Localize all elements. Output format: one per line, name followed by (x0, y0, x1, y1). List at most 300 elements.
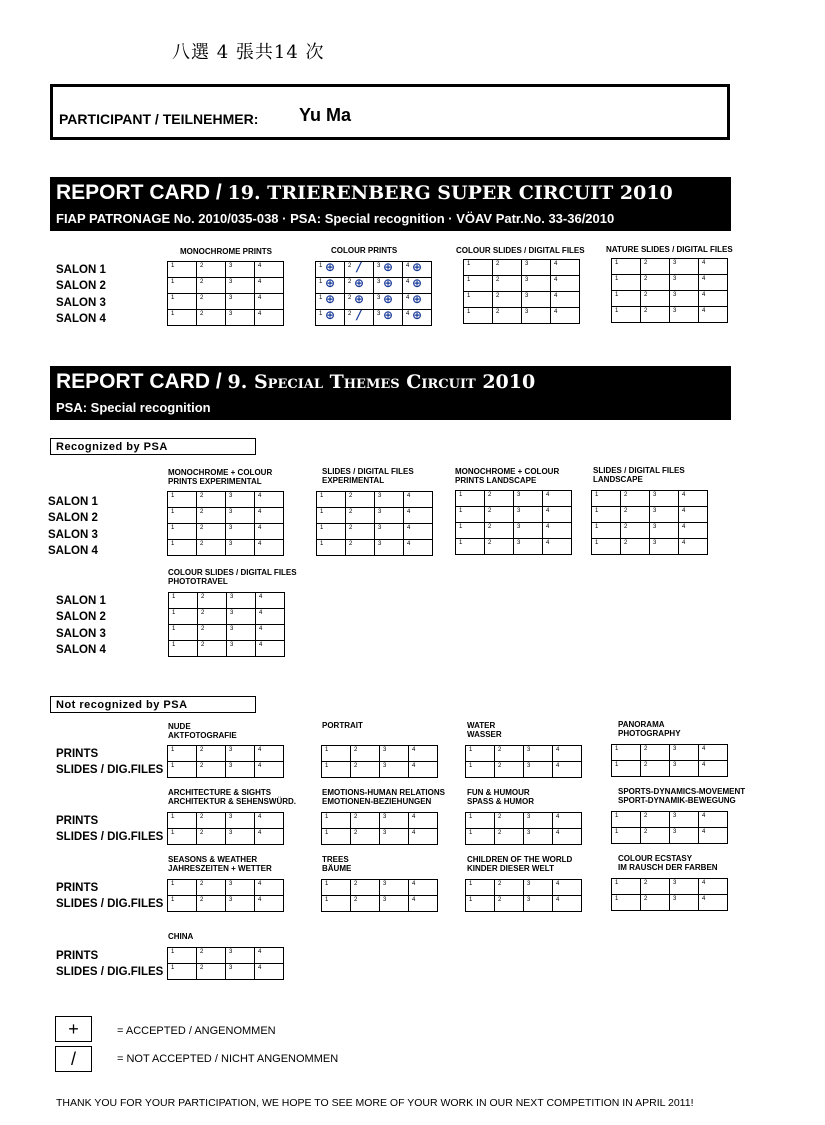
grid-slides-landscape (591, 490, 708, 555)
grid-cell[interactable] (255, 762, 284, 778)
grid-cell[interactable] (514, 539, 543, 555)
grid-cell[interactable] (226, 948, 255, 964)
grid-cell[interactable] (197, 746, 226, 762)
grid-cell[interactable] (543, 539, 572, 555)
grid-cell[interactable] (226, 310, 255, 326)
grid-cell[interactable] (592, 523, 621, 539)
cell-number: 1 (171, 814, 175, 820)
grid-cell[interactable] (466, 880, 495, 896)
grid-cell[interactable] (612, 761, 641, 777)
grid-cell[interactable] (641, 895, 670, 911)
grid-cell[interactable] (553, 762, 582, 778)
category-water: WATER WASSER (467, 721, 502, 739)
grid-cell[interactable] (169, 641, 198, 657)
grid-cell[interactable] (226, 262, 255, 278)
cell-number: 3 (673, 880, 677, 886)
grid-cell[interactable] (464, 308, 493, 324)
grid-cell[interactable] (612, 895, 641, 911)
grid-cell[interactable] (699, 275, 728, 291)
grid-cell[interactable] (226, 294, 255, 310)
grid-cell[interactable] (168, 278, 197, 294)
cell-number: 3 (383, 747, 387, 753)
grid-cell[interactable] (375, 508, 404, 524)
grid-cell[interactable] (317, 508, 346, 524)
category-colour-ecstasy: COLOUR ECSTASY IM RAUSCH DER FARBEN (618, 854, 718, 872)
grid-cell[interactable] (495, 880, 524, 896)
grid-cell[interactable] (495, 762, 524, 778)
grid-cell[interactable] (650, 507, 679, 523)
grid-cell[interactable] (255, 310, 284, 326)
grid-cell[interactable] (495, 896, 524, 912)
grid-cell[interactable] (553, 896, 582, 912)
grid-cell[interactable] (351, 813, 380, 829)
grid-cell[interactable] (641, 745, 670, 761)
grid-cell[interactable] (168, 492, 197, 508)
grid-cell[interactable] (322, 896, 351, 912)
media-label: PRINTS (56, 748, 99, 760)
grid-cell[interactable] (380, 762, 409, 778)
grid-cell[interactable] (168, 294, 197, 310)
cell-number: 1 (467, 293, 471, 299)
grid-cell[interactable] (456, 539, 485, 555)
category-sports: SPORTS-DYNAMICS-MOVEMENT SPORT-DYNAMIK-BEWEGUNG (618, 787, 746, 805)
grid-cell[interactable] (699, 895, 728, 911)
grid-cell[interactable] (198, 641, 227, 657)
grid-cell[interactable] (226, 964, 255, 980)
cell-number: 2 (498, 897, 502, 903)
grid-cell[interactable] (670, 275, 699, 291)
cell-number: 3 (229, 493, 233, 499)
grid-cell[interactable] (485, 507, 514, 523)
grid-cell[interactable] (493, 292, 522, 308)
grid-cell[interactable] (612, 307, 641, 323)
grid-cell[interactable] (322, 813, 351, 829)
grid-cell[interactable] (168, 262, 197, 278)
category-children: CHILDREN OF THE WORLD KINDER DIESER WELT (467, 855, 573, 873)
grid-cell[interactable] (493, 276, 522, 292)
grid-cell[interactable] (255, 746, 284, 762)
grid-cell[interactable] (612, 812, 641, 828)
grid-cell[interactable] (168, 948, 197, 964)
grid-cell[interactable] (255, 813, 284, 829)
grid-cell[interactable] (317, 540, 346, 556)
grid-cell[interactable] (409, 896, 438, 912)
grid-cell[interactable] (255, 880, 284, 896)
grid-cell[interactable]: 2 ⊕ (345, 278, 374, 294)
grid-cell[interactable]: 2 / (345, 310, 374, 326)
grid-cell[interactable] (641, 259, 670, 275)
grid-cell[interactable] (226, 540, 255, 556)
grid-cell[interactable] (650, 523, 679, 539)
grid-cell[interactable] (227, 593, 256, 609)
grid-cell[interactable] (551, 308, 580, 324)
grid-cell[interactable] (553, 880, 582, 896)
grid-cell[interactable] (380, 746, 409, 762)
grid-cell[interactable] (641, 812, 670, 828)
grid-cell[interactable] (670, 895, 699, 911)
grid-cell[interactable] (226, 492, 255, 508)
grid-cell[interactable] (409, 762, 438, 778)
grid-cell[interactable] (226, 813, 255, 829)
grid-cell[interactable] (524, 829, 553, 845)
grid-cell[interactable]: 1 ⊕ (316, 262, 345, 278)
grid-cell[interactable] (679, 539, 708, 555)
participant-box (50, 84, 730, 140)
grid-cell[interactable] (699, 879, 728, 895)
grid-cell[interactable]: 1 ⊕ (316, 294, 345, 310)
grid-cell[interactable] (495, 829, 524, 845)
grid-cell[interactable] (380, 880, 409, 896)
grid-cell[interactable] (168, 746, 197, 762)
grid-cell[interactable] (641, 307, 670, 323)
grid-cell[interactable] (592, 507, 621, 523)
grid-cell[interactable] (197, 278, 226, 294)
grid-cell[interactable] (699, 307, 728, 323)
grid-cell[interactable] (456, 491, 485, 507)
grid-cell[interactable] (670, 828, 699, 844)
grid-cell[interactable] (168, 964, 197, 980)
grid-cell[interactable] (227, 641, 256, 657)
grid-cell[interactable] (197, 896, 226, 912)
grid-cell[interactable] (346, 492, 375, 508)
grid-cell[interactable] (197, 262, 226, 278)
grid-cell[interactable] (169, 593, 198, 609)
grid-cell[interactable] (197, 524, 226, 540)
cell-number: 4 (258, 263, 262, 269)
grid-cell[interactable] (551, 292, 580, 308)
grid-cell[interactable]: 4 ⊕ (403, 278, 432, 294)
grid-cell[interactable] (317, 492, 346, 508)
grid-cell[interactable] (670, 761, 699, 777)
grid-cell[interactable] (522, 260, 551, 276)
grid-cell[interactable]: 3 ⊕ (374, 294, 403, 310)
grid-cell[interactable] (169, 625, 198, 641)
grid-cell[interactable] (255, 508, 284, 524)
cell-number: 2 (200, 965, 204, 971)
grid-cell[interactable] (197, 540, 226, 556)
grid-cell[interactable] (197, 813, 226, 829)
grid-cell[interactable] (466, 762, 495, 778)
grid-cell[interactable] (255, 964, 284, 980)
grid-cell[interactable] (197, 948, 226, 964)
grid-cell[interactable] (466, 746, 495, 762)
grid-cell[interactable] (699, 812, 728, 828)
grid-cell[interactable] (522, 292, 551, 308)
cell-number: 4 (556, 814, 560, 820)
category-colour-slides: COLOUR SLIDES / DIGITAL FILES (456, 246, 585, 255)
grid-cell[interactable] (351, 896, 380, 912)
cell-number: 1 (595, 492, 599, 498)
grid-cell[interactable] (514, 507, 543, 523)
grid-cell[interactable] (404, 492, 433, 508)
cell-number: 1 (615, 880, 619, 886)
grid-cell[interactable] (670, 812, 699, 828)
grid-cell[interactable] (670, 879, 699, 895)
grid-cell[interactable]: 1 ⊕ (316, 310, 345, 326)
cell-number: 4 (258, 965, 262, 971)
grid-cell[interactable] (346, 524, 375, 540)
grid-cell[interactable] (621, 507, 650, 523)
grid-cell[interactable] (404, 524, 433, 540)
cell-number: 2 (498, 830, 502, 836)
grid-cell[interactable] (464, 276, 493, 292)
grid-cell[interactable] (197, 762, 226, 778)
result-mark: ⊕ (411, 292, 423, 306)
grid-cell[interactable] (679, 523, 708, 539)
grid-cell[interactable] (380, 813, 409, 829)
cell-number: 2 (349, 509, 353, 515)
grid-cell[interactable] (198, 593, 227, 609)
cell-number: 3 (517, 508, 521, 514)
grid-cell[interactable] (226, 524, 255, 540)
grid-cell[interactable] (346, 508, 375, 524)
cell-number: 4 (258, 881, 262, 887)
cell-number: 2 (498, 763, 502, 769)
grid-cell[interactable] (198, 625, 227, 641)
grid-cell[interactable] (197, 829, 226, 845)
grid-cell[interactable] (641, 879, 670, 895)
grid-cell[interactable]: 3 ⊕ (374, 262, 403, 278)
grid-cell[interactable] (524, 813, 553, 829)
cell-number: 1 (171, 830, 175, 836)
grid-cell[interactable] (168, 880, 197, 896)
grid-cell[interactable] (553, 813, 582, 829)
cell-number: 4 (258, 311, 262, 317)
cell-number: 3 (673, 276, 677, 282)
grid-cell[interactable] (404, 508, 433, 524)
cell-number: 2 (498, 881, 502, 887)
result-mark: ⊕ (411, 276, 423, 290)
grid-cell[interactable] (621, 539, 650, 555)
grid-cell[interactable] (256, 641, 285, 657)
cell-number: 2 (488, 524, 492, 530)
grid-cell[interactable] (670, 291, 699, 307)
grid-cell[interactable] (612, 745, 641, 761)
grid-cell[interactable] (466, 813, 495, 829)
grid-cell[interactable] (641, 761, 670, 777)
grid-cell[interactable]: 4 ⊕ (403, 262, 432, 278)
grid-cell[interactable] (409, 880, 438, 896)
grid-cell[interactable] (255, 896, 284, 912)
grid-cell[interactable]: 3 ⊕ (374, 278, 403, 294)
grid-cell[interactable] (464, 260, 493, 276)
cell-number: 4 (407, 509, 411, 515)
grid-cell[interactable] (168, 829, 197, 845)
grid-cell[interactable] (255, 294, 284, 310)
grid-cell[interactable] (524, 746, 553, 762)
grid-cell[interactable] (226, 880, 255, 896)
grid-cell[interactable] (322, 762, 351, 778)
grid-cell[interactable] (641, 828, 670, 844)
category-mono-colour-landscape: MONOCHROME + COLOUR PRINTS LANDSCAPE (455, 467, 560, 485)
grid-cell[interactable] (255, 948, 284, 964)
grid-cell[interactable] (322, 880, 351, 896)
grid-cell[interactable] (255, 829, 284, 845)
grid-cell[interactable] (255, 540, 284, 556)
grid-cell[interactable] (456, 507, 485, 523)
grid-cell[interactable]: 3 ⊕ (374, 310, 403, 326)
grid-cell[interactable] (650, 539, 679, 555)
grid-cell[interactable] (592, 491, 621, 507)
grid-cell[interactable] (169, 609, 198, 625)
grid-cell[interactable] (404, 540, 433, 556)
grid-cell[interactable] (226, 896, 255, 912)
grid-cell[interactable] (612, 879, 641, 895)
category-mono-colour-experimental: MONOCHROME + COLOUR PRINTS EXPERIMENTAL (168, 468, 273, 486)
grid-cell[interactable] (522, 276, 551, 292)
grid-cell[interactable] (699, 291, 728, 307)
grid-cell[interactable] (375, 540, 404, 556)
legend-accepted-text: = ACCEPTED / ANGENOMMEN (117, 1025, 276, 1037)
grid-cell[interactable] (612, 828, 641, 844)
grid-cell[interactable] (226, 829, 255, 845)
category-nude: NUDE AKTFOTOGRAFIE (168, 722, 237, 740)
grid-cell[interactable] (612, 275, 641, 291)
grid-cell[interactable] (524, 762, 553, 778)
grid-cell[interactable] (226, 278, 255, 294)
grid-cell[interactable] (168, 762, 197, 778)
cell-number: 1 (459, 524, 463, 530)
grid-cell[interactable] (485, 491, 514, 507)
cell-number: 1 (171, 541, 175, 547)
grid-cell[interactable] (699, 745, 728, 761)
grid-cell[interactable] (226, 762, 255, 778)
grid-cell[interactable] (197, 880, 226, 896)
cell-number: 2 (354, 897, 358, 903)
grid-cell[interactable] (551, 260, 580, 276)
cell-number: 4 (258, 525, 262, 531)
grid-cell[interactable] (679, 491, 708, 507)
grid-cell[interactable] (168, 896, 197, 912)
grid-cell[interactable] (524, 880, 553, 896)
grid-cell[interactable] (456, 523, 485, 539)
grid-cell[interactable] (409, 746, 438, 762)
cell-number: 2 (200, 311, 204, 317)
grid-cell[interactable] (322, 746, 351, 762)
grid-cell[interactable] (351, 746, 380, 762)
grid-cell[interactable] (543, 507, 572, 523)
grid-cell[interactable] (612, 291, 641, 307)
grid-cell[interactable] (524, 896, 553, 912)
grid-cell[interactable] (514, 491, 543, 507)
grid-cell[interactable] (227, 609, 256, 625)
cell-number: 2 (200, 814, 204, 820)
grid-cell[interactable] (612, 259, 641, 275)
grid-cell[interactable] (466, 896, 495, 912)
grid-cell[interactable] (197, 294, 226, 310)
grid-cell[interactable] (322, 829, 351, 845)
grid-cell[interactable] (256, 625, 285, 641)
grid-cell[interactable] (543, 523, 572, 539)
grid-cell[interactable] (375, 492, 404, 508)
grid-cell[interactable] (543, 491, 572, 507)
grid-cell[interactable] (197, 964, 226, 980)
grid-cell[interactable] (255, 492, 284, 508)
grid-cell[interactable] (255, 262, 284, 278)
grid-colour-slides (463, 259, 580, 324)
cell-number: 2 (201, 610, 205, 616)
grid-cell[interactable] (168, 540, 197, 556)
grid-cell[interactable] (493, 260, 522, 276)
grid-cell[interactable] (346, 540, 375, 556)
grid-cell[interactable] (670, 259, 699, 275)
grid-cell[interactable] (592, 539, 621, 555)
grid-cell[interactable] (409, 829, 438, 845)
grid-cell[interactable] (466, 829, 495, 845)
cell-number: 3 (653, 524, 657, 530)
grid-cell[interactable] (197, 508, 226, 524)
grid-cell[interactable]: 2 / (345, 262, 374, 278)
grid-cell[interactable] (317, 524, 346, 540)
grid-cell[interactable] (256, 593, 285, 609)
grid-cell[interactable] (168, 310, 197, 326)
grid-cell[interactable] (351, 829, 380, 845)
grid-cell[interactable] (699, 259, 728, 275)
grid-cell[interactable]: 4 ⊕ (403, 310, 432, 326)
grid-cell[interactable] (641, 275, 670, 291)
cell-number: 3 (229, 949, 233, 955)
grid-cell[interactable] (227, 625, 256, 641)
grid-cell[interactable] (485, 523, 514, 539)
grid-cell[interactable] (485, 539, 514, 555)
grid-cell[interactable]: 4 ⊕ (403, 294, 432, 310)
grid-cell[interactable] (351, 762, 380, 778)
grid-cell[interactable] (226, 508, 255, 524)
grid-cell[interactable] (514, 523, 543, 539)
grid-cell[interactable] (375, 524, 404, 540)
grid-cell[interactable] (197, 492, 226, 508)
grid-cell[interactable] (464, 292, 493, 308)
grid-cell[interactable] (168, 508, 197, 524)
cell-number: 3 (230, 610, 234, 616)
grid-cell[interactable] (351, 880, 380, 896)
grid-cell[interactable] (197, 310, 226, 326)
grid-cell[interactable] (493, 308, 522, 324)
grid-cell[interactable] (168, 813, 197, 829)
category-monochrome-prints: MONOCHROME PRINTS (180, 247, 272, 256)
grid-cell[interactable] (551, 276, 580, 292)
cell-number: 4 (412, 897, 416, 903)
cell-number: 3 (230, 642, 234, 648)
grid-cell[interactable]: 1 ⊕ (316, 278, 345, 294)
grid-cell[interactable] (226, 746, 255, 762)
grid-cell[interactable] (650, 491, 679, 507)
grid-cell[interactable] (641, 291, 670, 307)
grid-cell[interactable] (679, 507, 708, 523)
grid-cell[interactable] (198, 609, 227, 625)
grid-cell[interactable] (621, 523, 650, 539)
grid-cell[interactable] (409, 813, 438, 829)
grid-cell[interactable] (256, 609, 285, 625)
grid-cell[interactable]: 2 ⊕ (345, 294, 374, 310)
grid-cell[interactable] (255, 524, 284, 540)
grid-cell[interactable] (699, 828, 728, 844)
grid-cell[interactable] (670, 745, 699, 761)
grid-cell[interactable] (380, 829, 409, 845)
grid-cell[interactable] (553, 829, 582, 845)
grid-cell[interactable] (380, 896, 409, 912)
grid-cell[interactable] (670, 307, 699, 323)
grid-cell[interactable] (553, 746, 582, 762)
cell-number: 1 (325, 763, 329, 769)
grid-cell[interactable] (495, 813, 524, 829)
grid-cell[interactable] (255, 278, 284, 294)
grid-cell[interactable] (699, 761, 728, 777)
grid-cell[interactable] (621, 491, 650, 507)
grid-cell[interactable] (168, 524, 197, 540)
grid-cell[interactable] (495, 746, 524, 762)
grid-cell[interactable] (522, 308, 551, 324)
